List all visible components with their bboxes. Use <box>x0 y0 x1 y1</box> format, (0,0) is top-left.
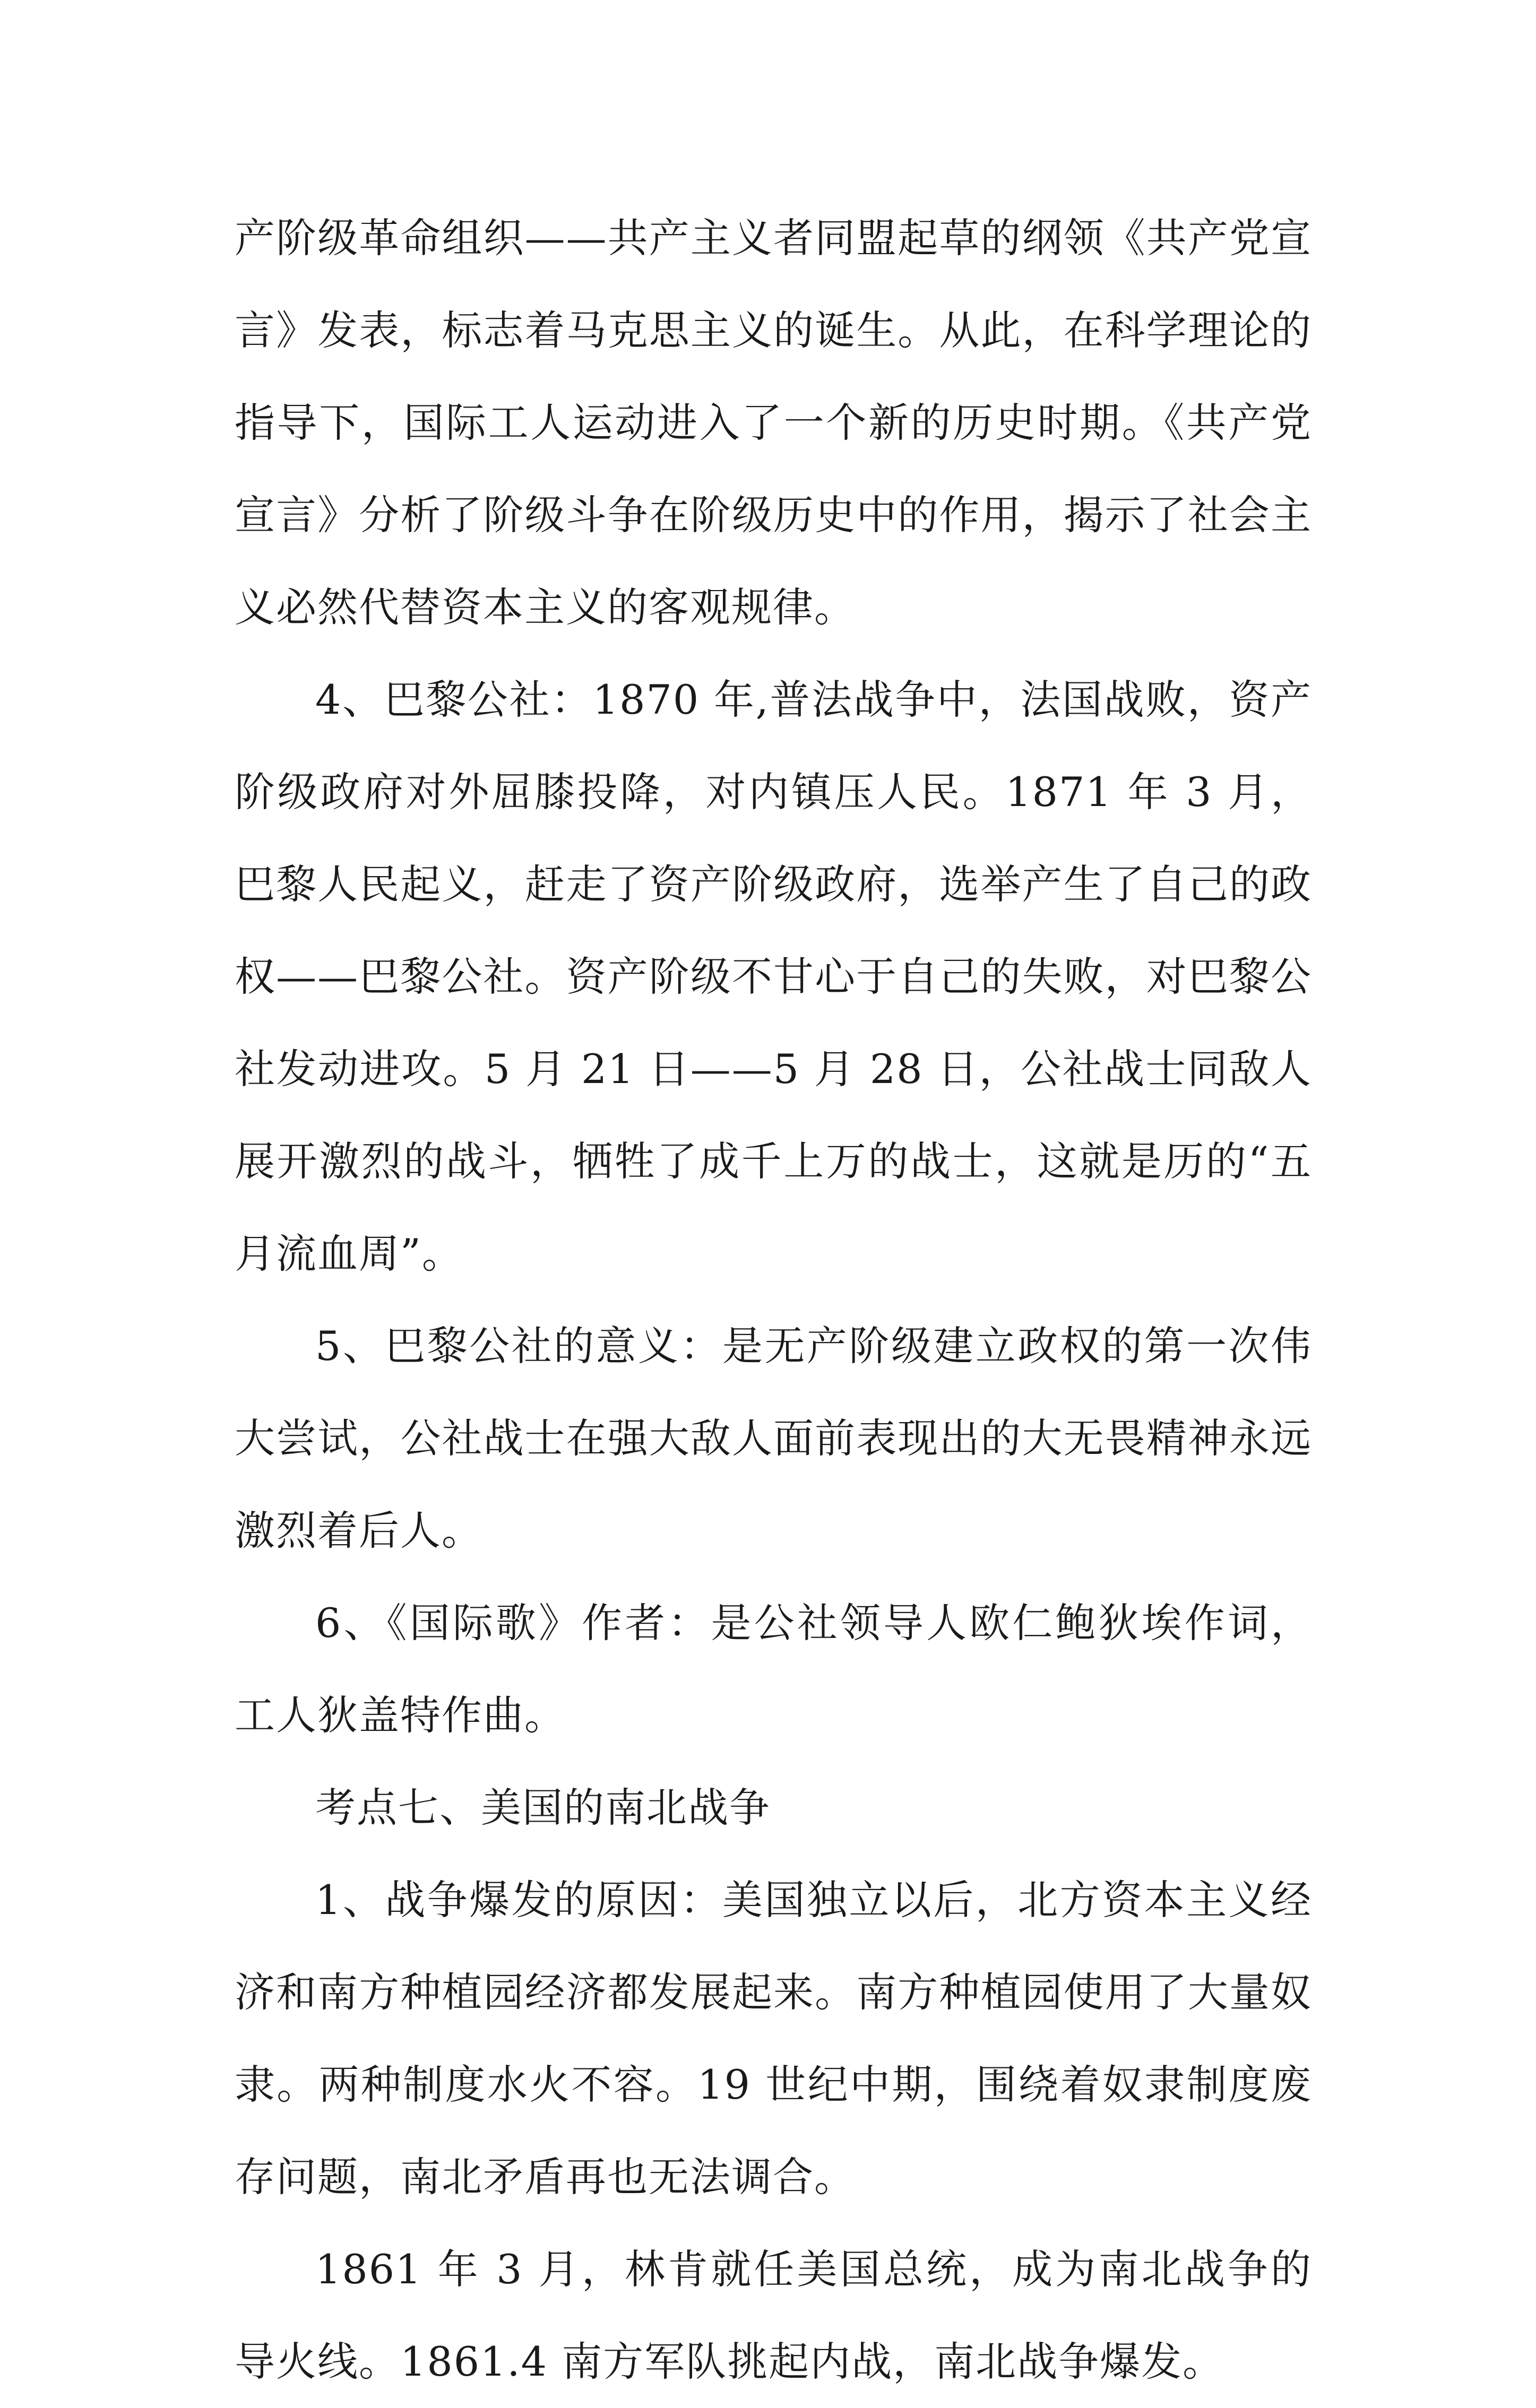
paragraph-internationale: 6、《国际歌》作者：是公社领导人欧仁鲍狄埃作词，工人狄盖特作曲。 <box>235 1599 1312 1739</box>
paragraph-war-causes: 1、战争爆发的原因：美国独立以后，北方资本主义经济和南方种植园经济都发展起来。南方种植园使用了大量奴隶。两种制度水火不容。19 世纪中期，围绕着奴隶制度废存问题，南北矛盾再也无法调合。 <box>235 1876 1312 2201</box>
paragraph-paris-commune-significance: 5、巴黎公社的意义：是无产阶级建立政权的第一次伟大尝试，公社战士在强大敌人面前表现出的大无畏精神永远激烈着后人。 <box>235 1322 1312 1554</box>
body-text <box>235 192 1312 2408</box>
section-heading-civil-war: 考点七、美国的南北战争 <box>315 1784 771 1831</box>
paragraph-communist-manifesto: 产阶级革命组织——共产主义者同盟起草的纲领《共产党宣言》发表，标志着马克思主义的诞生。从此，在科学理论的指导下，国际工人运动进入了一个新的历史时期。《共产党宣言》分析了阶级斗争在阶级历史中的作用，揭示了社会主义必然代替资本主义的客观规律。 <box>235 214 1312 631</box>
paragraph-paris-commune: 4、巴黎公社：1870 年,普法战争中，法国战败，资产阶级政府对外屈膝投降，对内镇压人民。1871 年 3 月，巴黎人民起义，赶走了资产阶级政府，选举产生了自己的政权——巴黎公社。资产阶级不甘心于自己的失败，对巴黎公社发动进攻。5 月 21 日——5 月 28 日，公社战士同敌人展开激烈的战斗，牺牲了成千上万的战士，这就是历的“五月流血周”。 <box>235 676 1312 1277</box>
paragraph-war-outbreak: 1861 年 3 月，林肯就任美国总统，成为南北战争的导火线。1861.4 南方军队挑起内战，南北战争爆发。 <box>235 2246 1312 2385</box>
